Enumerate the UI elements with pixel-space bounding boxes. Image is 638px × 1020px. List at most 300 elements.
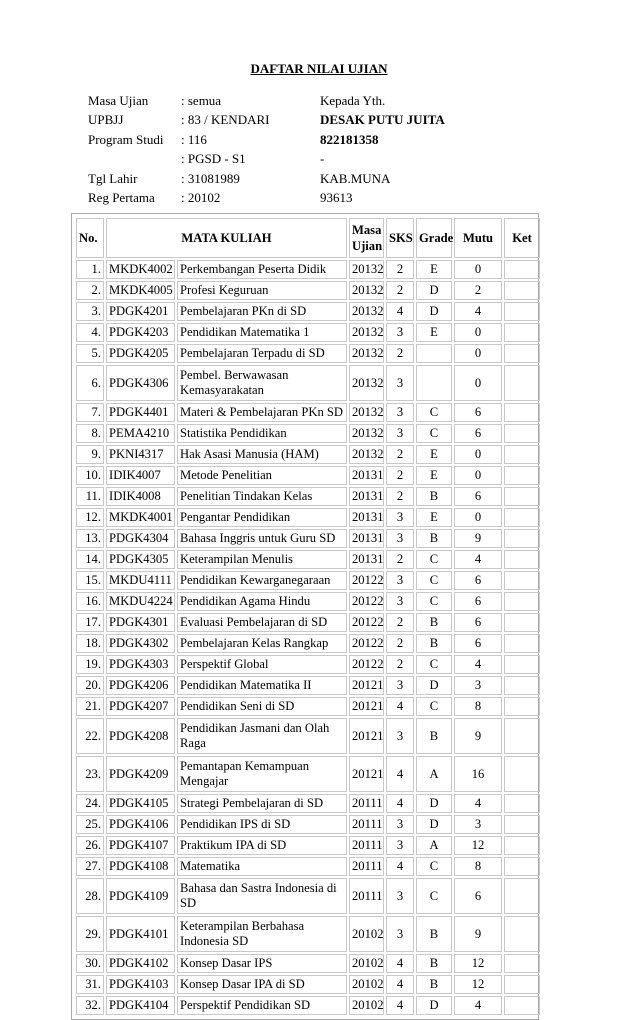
cell-kode: PDGK4103 [106, 975, 175, 994]
cell-kode: PDGK4105 [106, 794, 175, 813]
cell-mutu: 8 [454, 697, 502, 716]
cell-no: 18. [76, 634, 104, 653]
cell-mutu: 9 [454, 916, 502, 952]
cell-nama: Perkembangan Peserta Didik [177, 260, 347, 279]
table-row [76, 508, 540, 527]
table-row [76, 281, 540, 300]
cell-no: 12. [76, 508, 104, 527]
cell-mutu: 0 [454, 323, 502, 342]
cell-nama: Praktikum IPA di SD [177, 836, 347, 855]
cell-masa-ujian: 20121 [349, 718, 384, 754]
cell-nama: Perspektif Pendidikan SD [177, 996, 347, 1015]
cell-sks: 3 [386, 403, 414, 422]
cell-sks: 2 [386, 487, 414, 506]
cell-mutu: 8 [454, 857, 502, 876]
student-info [88, 91, 608, 207]
cell-mutu: 4 [454, 996, 502, 1015]
cell-nama: Pendidikan Jasmani dan Olah Raga [177, 718, 347, 754]
cell-mutu: 16 [454, 756, 502, 792]
cell-sks: 3 [386, 878, 414, 914]
table-row [76, 613, 540, 632]
cell-kode: PDGK4206 [106, 676, 175, 695]
cell-masa-ujian: 20132 [349, 344, 384, 363]
header-masa-ujian [349, 218, 384, 258]
cell-kode: PDGK4401 [106, 403, 175, 422]
cell-ket [504, 529, 540, 548]
cell-nama: Penelitian Tindakan Kelas [177, 487, 347, 506]
cell-kode: PDGK4304 [106, 529, 175, 548]
cell-sks: 3 [386, 676, 414, 695]
cell-ket [504, 260, 540, 279]
cell-ket [504, 975, 540, 994]
table-row [76, 550, 540, 569]
cell-no: 30. [76, 954, 104, 973]
cell-kode: PDGK4306 [106, 365, 175, 401]
cell-ket [504, 508, 540, 527]
cell-no: 21. [76, 697, 104, 716]
cell-ket [504, 403, 540, 422]
info-value: : semua [181, 93, 222, 108]
cell-ket [504, 718, 540, 754]
cell-nama: Pemantapan Kemampuan Mengajar [177, 756, 347, 792]
cell-grade: C [416, 550, 452, 569]
cell-kode: PDGK4303 [106, 655, 175, 674]
cell-kode: MKDK4002 [106, 260, 175, 279]
cell-no: 9. [76, 445, 104, 464]
cell-grade: B [416, 916, 452, 952]
cell-ket [504, 424, 540, 443]
cell-grade: A [416, 836, 452, 855]
cell-grade: C [416, 655, 452, 674]
cell-nama: Statistika Pendidikan [177, 424, 347, 443]
cell-sks: 3 [386, 718, 414, 754]
cell-no: 24. [76, 794, 104, 813]
info-row [88, 169, 608, 188]
cell-grade: C [416, 403, 452, 422]
cell-masa-ujian: 20131 [349, 487, 384, 506]
cell-no: 29. [76, 916, 104, 952]
cell-mutu: 6 [454, 403, 502, 422]
table-row [76, 815, 540, 834]
header-grade: Grade [416, 218, 452, 258]
recipient-line: KAB.MUNA [320, 170, 391, 186]
cell-mutu: 3 [454, 815, 502, 834]
cell-kode: MKDU4111 [106, 571, 175, 590]
cell-sks: 2 [386, 260, 414, 279]
recipient-line: - [320, 151, 325, 167]
recipient-line: DESAK PUTU JUITA [320, 112, 445, 128]
cell-mutu: 6 [454, 424, 502, 443]
cell-sks: 2 [386, 344, 414, 363]
cell-kode: IDIK4008 [106, 487, 175, 506]
grades-table-frame [71, 213, 539, 1020]
cell-mutu: 4 [454, 794, 502, 813]
cell-nama: Strategi Pembelajaran di SD [177, 794, 347, 813]
table-row [76, 718, 540, 754]
cell-no: 19. [76, 655, 104, 674]
table-row [76, 916, 540, 952]
cell-ket [504, 676, 540, 695]
cell-sks: 3 [386, 424, 414, 443]
cell-masa-ujian: 20131 [349, 550, 384, 569]
cell-nama: Hak Asasi Manusia (HAM) [177, 445, 347, 464]
cell-no: 16. [76, 592, 104, 611]
cell-nama: Pendidikan Kewarganegaraan [177, 571, 347, 590]
cell-kode: PDGK4101 [106, 916, 175, 952]
cell-sks: 4 [386, 697, 414, 716]
table-row [76, 344, 540, 363]
cell-sks: 4 [386, 857, 414, 876]
cell-ket [504, 571, 540, 590]
cell-nama: Pendidikan Matematika II [177, 676, 347, 695]
cell-masa-ujian: 20102 [349, 975, 384, 994]
cell-mutu: 6 [454, 571, 502, 590]
cell-nama: Konsep Dasar IPA di SD [177, 975, 347, 994]
cell-kode: PDGK4106 [106, 815, 175, 834]
cell-mutu: 0 [454, 445, 502, 464]
cell-kode: PDGK4302 [106, 634, 175, 653]
cell-mutu: 9 [454, 718, 502, 754]
cell-nama: Konsep Dasar IPS [177, 954, 347, 973]
cell-kode: PDGK4107 [106, 836, 175, 855]
cell-mutu: 4 [454, 550, 502, 569]
cell-kode: PDGK4205 [106, 344, 175, 363]
cell-nama: Pendidikan Agama Hindu [177, 592, 347, 611]
cell-sks: 3 [386, 916, 414, 952]
table-row [76, 836, 540, 855]
cell-masa-ujian: 20132 [349, 424, 384, 443]
cell-nama: Keterampilan Berbahasa Indonesia SD [177, 916, 347, 952]
cell-no: 15. [76, 571, 104, 590]
cell-ket [504, 487, 540, 506]
cell-mutu: 0 [454, 260, 502, 279]
cell-no: 26. [76, 836, 104, 855]
cell-ket [504, 916, 540, 952]
cell-grade: C [416, 857, 452, 876]
cell-mutu: 6 [454, 592, 502, 611]
cell-grade: E [416, 445, 452, 464]
cell-sks: 4 [386, 794, 414, 813]
cell-grade: B [416, 634, 452, 653]
cell-masa-ujian: 20132 [349, 281, 384, 300]
cell-kode: PDGK4102 [106, 954, 175, 973]
cell-no: 7. [76, 403, 104, 422]
cell-nama: Pendidikan Matematika 1 [177, 323, 347, 342]
header-no: No. [76, 218, 104, 258]
cell-grade: E [416, 466, 452, 485]
table-row [76, 634, 540, 653]
table-row [76, 424, 540, 443]
table-row [76, 878, 540, 914]
info-label: Masa Ujian [88, 93, 149, 108]
header-ket: Ket [504, 218, 540, 258]
cell-sks: 3 [386, 815, 414, 834]
cell-mutu: 4 [454, 655, 502, 674]
cell-mutu: 0 [454, 508, 502, 527]
cell-kode: MKDK4005 [106, 281, 175, 300]
cell-sks: 3 [386, 836, 414, 855]
cell-ket [504, 302, 540, 321]
info-row [88, 149, 608, 168]
info-value: : PGSD - S1 [181, 151, 246, 167]
cell-masa-ujian: 20111 [349, 815, 384, 834]
table-row [76, 655, 540, 674]
cell-sks: 4 [386, 756, 414, 792]
info-value: : 116 [181, 131, 207, 147]
cell-grade: A [416, 756, 452, 792]
cell-ket [504, 613, 540, 632]
cell-masa-ujian: 20132 [349, 365, 384, 401]
cell-ket [504, 344, 540, 363]
cell-no: 3. [76, 302, 104, 321]
cell-ket [504, 634, 540, 653]
cell-kode: PEMA4210 [106, 424, 175, 443]
cell-grade [416, 344, 452, 363]
cell-mutu: 4 [454, 302, 502, 321]
cell-grade: C [416, 424, 452, 443]
cell-kode: IDIK4007 [106, 466, 175, 485]
table-row [76, 260, 540, 279]
cell-ket [504, 996, 540, 1015]
cell-masa-ujian: 20102 [349, 996, 384, 1015]
cell-grade: C [416, 592, 452, 611]
cell-nama: Materi & Pembelajaran PKn SD [177, 403, 347, 422]
cell-ket [504, 323, 540, 342]
cell-kode: PDGK4207 [106, 697, 175, 716]
cell-nama: Pembelajaran PKn di SD [177, 302, 347, 321]
cell-masa-ujian: 20132 [349, 260, 384, 279]
cell-grade [416, 365, 452, 401]
cell-masa-ujian: 20122 [349, 592, 384, 611]
cell-sks: 2 [386, 613, 414, 632]
cell-nama: Pembelajaran Kelas Rangkap [177, 634, 347, 653]
cell-nama: Metode Penelitian [177, 466, 347, 485]
cell-mutu: 6 [454, 613, 502, 632]
cell-grade: B [416, 529, 452, 548]
info-label: UPBJJ [88, 112, 124, 128]
cell-no: 8. [76, 424, 104, 443]
info-label: Program Studi [88, 131, 164, 147]
cell-grade: D [416, 676, 452, 695]
cell-masa-ujian: 20131 [349, 529, 384, 548]
cell-sks: 2 [386, 466, 414, 485]
cell-nama: Pembel. Berwawasan Kemasyarakatan [177, 365, 347, 401]
cell-kode: PDGK4104 [106, 996, 175, 1015]
cell-ket [504, 655, 540, 674]
cell-kode: PDGK4109 [106, 878, 175, 914]
cell-nama: Perspektif Global [177, 655, 347, 674]
cell-no: 11. [76, 487, 104, 506]
cell-masa-ujian: 20111 [349, 878, 384, 914]
table-row [76, 954, 540, 973]
cell-ket [504, 697, 540, 716]
info-label: Tgl Lahir [88, 170, 138, 186]
cell-no: 31. [76, 975, 104, 994]
info-row [88, 110, 608, 129]
header-masa-line2: Ujian [352, 239, 383, 253]
cell-grade: C [416, 878, 452, 914]
cell-mutu: 12 [454, 836, 502, 855]
cell-kode: PDGK4108 [106, 857, 175, 876]
info-value: : 20102 [181, 189, 221, 205]
cell-sks: 2 [386, 445, 414, 464]
cell-sks: 3 [386, 508, 414, 527]
cell-no: 23. [76, 756, 104, 792]
cell-nama: Pendidikan IPS di SD [177, 815, 347, 834]
cell-sks: 3 [386, 529, 414, 548]
cell-kode: PDGK4301 [106, 613, 175, 632]
cell-nama: Pengantar Pendidikan [177, 508, 347, 527]
cell-no: 2. [76, 281, 104, 300]
table-row [76, 529, 540, 548]
table-row [76, 323, 540, 342]
cell-mutu: 12 [454, 975, 502, 994]
cell-mutu: 6 [454, 634, 502, 653]
table-row [76, 756, 540, 792]
table-row [76, 466, 540, 485]
cell-nama: Matematika [177, 857, 347, 876]
cell-no: 20. [76, 676, 104, 695]
cell-grade: D [416, 281, 452, 300]
info-row [88, 91, 608, 110]
cell-sks: 4 [386, 302, 414, 321]
cell-sks: 3 [386, 592, 414, 611]
cell-kode: PDGK4208 [106, 718, 175, 754]
cell-ket [504, 281, 540, 300]
cell-masa-ujian: 20121 [349, 697, 384, 716]
cell-ket [504, 550, 540, 569]
cell-ket [504, 836, 540, 855]
cell-grade: C [416, 571, 452, 590]
cell-masa-ujian: 20102 [349, 954, 384, 973]
cell-grade: E [416, 508, 452, 527]
info-row [88, 130, 608, 149]
cell-grade: B [416, 487, 452, 506]
cell-grade: B [416, 718, 452, 754]
table-row [76, 487, 540, 506]
cell-mutu: 0 [454, 466, 502, 485]
cell-no: 10. [76, 466, 104, 485]
cell-mutu: 9 [454, 529, 502, 548]
cell-grade: D [416, 996, 452, 1015]
cell-grade: D [416, 815, 452, 834]
info-row [88, 188, 608, 207]
cell-kode: MKDU4224 [106, 592, 175, 611]
cell-no: 32. [76, 996, 104, 1015]
cell-mutu: 6 [454, 487, 502, 506]
cell-kode: MKDK4001 [106, 508, 175, 527]
info-value: : 31081989 [181, 170, 240, 186]
document-title: DAFTAR NILAI UJIAN [250, 61, 388, 76]
cell-ket [504, 445, 540, 464]
cell-kode: PKNI4317 [106, 445, 175, 464]
cell-no: 25. [76, 815, 104, 834]
cell-sks: 4 [386, 996, 414, 1015]
cell-sks: 2 [386, 550, 414, 569]
cell-ket [504, 756, 540, 792]
cell-no: 22. [76, 718, 104, 754]
cell-grade: E [416, 260, 452, 279]
cell-ket [504, 466, 540, 485]
cell-grade: B [416, 613, 452, 632]
table-row [76, 302, 540, 321]
cell-ket [504, 794, 540, 813]
cell-sks: 4 [386, 954, 414, 973]
cell-masa-ujian: 20132 [349, 323, 384, 342]
table-row [76, 676, 540, 695]
cell-masa-ujian: 20122 [349, 613, 384, 632]
cell-kode: PDGK4201 [106, 302, 175, 321]
table-row [76, 857, 540, 876]
info-value: : 83 / KENDARI [181, 112, 270, 128]
cell-mutu: 2 [454, 281, 502, 300]
cell-sks: 3 [386, 323, 414, 342]
cell-masa-ujian: 20122 [349, 634, 384, 653]
cell-no: 14. [76, 550, 104, 569]
table-row [76, 571, 540, 590]
cell-kode: PDGK4203 [106, 323, 175, 342]
cell-ket [504, 857, 540, 876]
table-row [76, 794, 540, 813]
cell-grade: D [416, 302, 452, 321]
cell-mutu: 3 [454, 676, 502, 695]
cell-no: 4. [76, 323, 104, 342]
cell-kode: PDGK4209 [106, 756, 175, 792]
cell-grade: B [416, 954, 452, 973]
cell-sks: 2 [386, 634, 414, 653]
table-row [76, 996, 540, 1015]
cell-grade: B [416, 975, 452, 994]
recipient-line: 93613 [320, 189, 353, 205]
header-sks: SKS [386, 218, 414, 258]
cell-masa-ujian: 20131 [349, 466, 384, 485]
cell-ket [504, 954, 540, 973]
cell-sks: 2 [386, 281, 414, 300]
cell-no: 28. [76, 878, 104, 914]
cell-ket [504, 365, 540, 401]
cell-ket [504, 815, 540, 834]
cell-masa-ujian: 20122 [349, 655, 384, 674]
header-mutu: Mutu [454, 218, 502, 258]
cell-masa-ujian: 20132 [349, 403, 384, 422]
cell-masa-ujian: 20131 [349, 508, 384, 527]
cell-ket [504, 878, 540, 914]
table-row [76, 365, 540, 401]
cell-sks: 2 [386, 655, 414, 674]
cell-masa-ujian: 20132 [349, 302, 384, 321]
cell-ket [504, 592, 540, 611]
cell-grade: E [416, 323, 452, 342]
cell-no: 17. [76, 613, 104, 632]
cell-no: 1. [76, 260, 104, 279]
table-row [76, 975, 540, 994]
cell-masa-ujian: 20132 [349, 445, 384, 464]
cell-sks: 3 [386, 365, 414, 401]
header-masa-line1: Masa [352, 223, 382, 237]
cell-mutu: 6 [454, 878, 502, 914]
cell-grade: D [416, 794, 452, 813]
cell-masa-ujian: 20111 [349, 794, 384, 813]
table-row [76, 403, 540, 422]
cell-nama: Keterampilan Menulis [177, 550, 347, 569]
table-row [76, 592, 540, 611]
cell-no: 6. [76, 365, 104, 401]
cell-nama: Bahasa dan Sastra Indonesia di SD [177, 878, 347, 914]
cell-grade: C [416, 697, 452, 716]
recipient-line: Kepada Yth. [320, 93, 386, 108]
cell-masa-ujian: 20121 [349, 676, 384, 695]
cell-masa-ujian: 20111 [349, 836, 384, 855]
